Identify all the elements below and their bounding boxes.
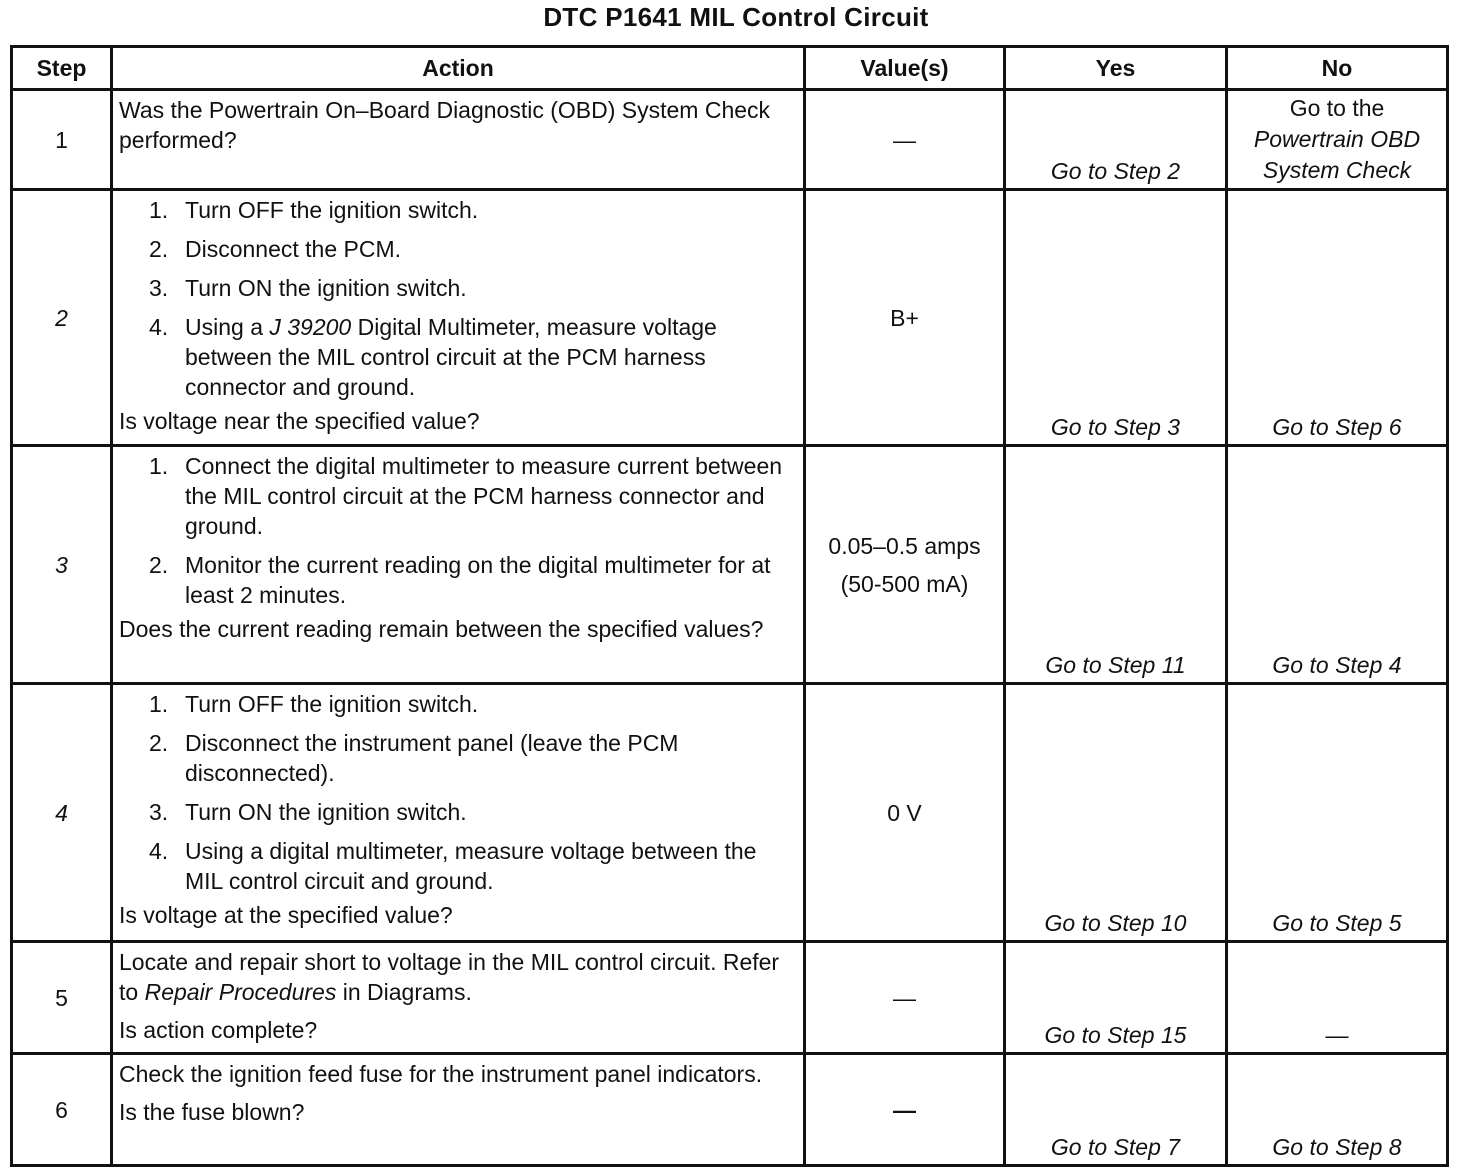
substep: 1. Turn OFF the ignition switch.	[149, 197, 479, 223]
action-cell	[112, 190, 805, 446]
value-cell: —	[805, 1054, 1005, 1166]
no-cell	[1227, 90, 1448, 190]
question-text: Is the fuse blown?	[119, 1099, 305, 1125]
substep: 2. Disconnect the PCM.	[149, 236, 402, 262]
table-row-step-1	[12, 90, 1448, 190]
yes-cell: Go to Step 15	[1005, 942, 1227, 1054]
substep-list	[119, 451, 797, 610]
value-cell: —	[805, 942, 1005, 1054]
substep: 4. Using a J 39200 Digital Multimeter, measure voltage between the MIL control circuit at the PCM harness connector and ground.	[149, 314, 717, 400]
action-cell	[112, 1054, 805, 1166]
header-action: Action	[112, 47, 805, 90]
action-cell	[112, 684, 805, 942]
step-number: 2	[12, 190, 112, 446]
step-number: 3	[12, 446, 112, 684]
substep: 3. Turn ON the ignition switch.	[149, 275, 467, 301]
substep-list	[119, 689, 797, 896]
action-text: Check the ignition feed fuse for the instrument panel indicators.	[119, 1061, 763, 1087]
question-text: Is voltage near the specified value?	[119, 408, 480, 434]
yes-cell: Go to Step 2	[1005, 90, 1227, 190]
yes-cell: Go to Step 3	[1005, 190, 1227, 446]
question-text: Does the current reading remain between the specified values?	[119, 616, 764, 642]
no-cell: Go to Step 5	[1227, 684, 1448, 942]
action-cell	[112, 446, 805, 684]
value-cell	[805, 446, 1005, 684]
diagnostic-table	[10, 45, 1449, 1167]
yes-cell: Go to Step 10	[1005, 684, 1227, 942]
no-cell: Go to Step 6	[1227, 190, 1448, 446]
step-number: 6	[12, 1054, 112, 1166]
header-step: Step	[12, 47, 112, 90]
action-text: Was the Powertrain On–Board Diagnostic (OBD) System Check performed?	[119, 97, 771, 153]
step-number: 4	[12, 684, 112, 942]
header-values: Value(s)	[805, 47, 1005, 90]
value-cell: 0 V	[805, 684, 1005, 942]
table-row-step-6	[12, 1054, 1448, 1166]
question-text: Is voltage at the specified value?	[119, 902, 453, 928]
substep-list	[119, 195, 797, 402]
no-italic-ref: Powertrain OBD System Check	[1253, 126, 1421, 183]
value-cell: B+	[805, 190, 1005, 446]
no-cell: Go to Step 4	[1227, 446, 1448, 684]
no-prefix: Go to the	[1289, 95, 1385, 121]
table-row-step-2	[12, 190, 1448, 446]
action-text: Locate and repair short to voltage in the MIL control circuit. Refer to Repair Procedures in Diagrams.	[119, 949, 780, 1005]
substep: 2. Disconnect the instrument panel (leave the PCM disconnected).	[149, 730, 679, 786]
table-row-step-4	[12, 684, 1448, 942]
substep: 4. Using a digital multimeter, measure voltage between the MIL control circuit and ground.	[149, 838, 757, 894]
yes-cell: Go to Step 11	[1005, 446, 1227, 684]
action-cell	[112, 942, 805, 1054]
no-cell: Go to Step 8	[1227, 1054, 1448, 1166]
table-row-step-5	[12, 942, 1448, 1054]
value-milliamps: (50-500 mA)	[840, 570, 969, 597]
value-cell: —	[805, 90, 1005, 190]
yes-cell: Go to Step 7	[1005, 1054, 1227, 1166]
substep: 1. Turn OFF the ignition switch.	[149, 691, 479, 717]
value-amps: 0.05–0.5 amps	[828, 532, 981, 559]
header-row	[12, 47, 1448, 90]
action-cell	[112, 90, 805, 190]
question-text: Is action complete?	[119, 1017, 318, 1043]
tool-reference: J 39200	[269, 314, 352, 340]
step-number: 1	[12, 90, 112, 190]
procedure-reference: Repair Procedures	[144, 979, 337, 1005]
step-number: 5	[12, 942, 112, 1054]
substep: 1. Connect the digital multimeter to measure current between the MIL control circuit at the PCM harness connector and ground.	[149, 453, 783, 539]
substep: 2. Monitor the current reading on the digital multimeter for at least 2 minutes.	[149, 552, 771, 608]
page-title: DTC P1641 MIL Control Circuit	[543, 2, 929, 32]
substep: 3. Turn ON the ignition switch.	[149, 799, 467, 825]
header-no: No	[1227, 47, 1448, 90]
table-row-step-3	[12, 446, 1448, 684]
header-yes: Yes	[1005, 47, 1227, 90]
no-cell: —	[1227, 942, 1448, 1054]
